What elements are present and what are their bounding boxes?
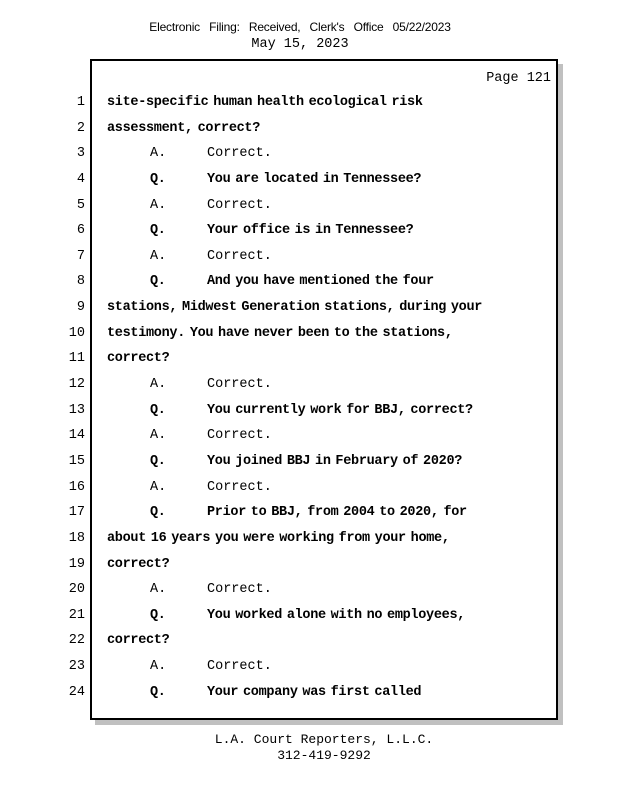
line-text: Q. You joined BBJ in February of 2020? bbox=[107, 449, 462, 475]
line-number: 19 bbox=[68, 556, 85, 572]
line-number: 9 bbox=[76, 300, 85, 316]
transcript-line bbox=[0, 346, 618, 372]
line-text: Q. Your company was first called bbox=[107, 680, 421, 706]
transcript-line bbox=[0, 500, 618, 526]
line-number: 8 bbox=[76, 274, 85, 290]
line-text: A. Correct. bbox=[107, 193, 272, 219]
line-text: correct? bbox=[107, 633, 170, 649]
line-number: 21 bbox=[68, 607, 85, 623]
line-number: 3 bbox=[76, 146, 85, 162]
line-text: about 16 years you were working from your home, bbox=[107, 530, 450, 546]
transcript-line bbox=[0, 680, 618, 706]
line-text: A. Correct. bbox=[107, 372, 272, 398]
line-number: 23 bbox=[68, 659, 85, 675]
line-number: 14 bbox=[68, 428, 85, 444]
transcript-line bbox=[0, 295, 618, 321]
speaker-prefix: Q. bbox=[150, 274, 166, 290]
speaker-prefix: A. bbox=[150, 377, 167, 393]
speaker-prefix: A. bbox=[150, 248, 167, 264]
transcript-line bbox=[0, 628, 618, 654]
transcript-line bbox=[0, 167, 618, 193]
speaker-prefix: Q. bbox=[150, 453, 166, 469]
line-text: A. Correct. bbox=[107, 577, 272, 603]
transcript-line bbox=[0, 577, 618, 603]
transcript-line bbox=[0, 193, 618, 219]
speaker-prefix: A. bbox=[150, 197, 167, 213]
line-number: 13 bbox=[68, 402, 85, 418]
line-text: stations, Midwest Generation stations, during your bbox=[107, 300, 483, 316]
line-number: 24 bbox=[68, 684, 85, 700]
transcript-line bbox=[0, 141, 618, 167]
line-text: A. Correct. bbox=[107, 141, 272, 167]
speaker-prefix: Q. bbox=[150, 607, 166, 623]
line-text: Q. Prior to BBJ, from 2004 to 2020, for bbox=[107, 500, 467, 526]
line-text: testimony. You have never been to the stations, bbox=[107, 325, 453, 341]
line-text: A. Correct. bbox=[107, 244, 272, 270]
line-number: 22 bbox=[68, 633, 85, 649]
line-number: 7 bbox=[76, 248, 85, 264]
electronic-filing-header bbox=[0, 20, 600, 52]
transcript-line bbox=[0, 90, 618, 116]
speaker-prefix: A. bbox=[150, 582, 167, 598]
page-number-label: Page 121 bbox=[486, 71, 551, 86]
line-text: Q. And you have mentioned the four bbox=[107, 269, 434, 295]
line-text: Q. You worked alone with no employees, bbox=[107, 603, 465, 629]
court-reporter-footer bbox=[90, 732, 558, 763]
speaker-prefix: Q. bbox=[150, 223, 166, 239]
transcript-line bbox=[0, 654, 618, 680]
line-text: correct? bbox=[107, 556, 170, 572]
speaker-prefix: Q. bbox=[150, 171, 166, 187]
speaker-prefix: Q. bbox=[150, 505, 166, 521]
court-reporter-name: L.A. Court Reporters, L.L.C. bbox=[214, 732, 434, 747]
speaker-prefix: Q. bbox=[150, 402, 166, 418]
line-number: 20 bbox=[68, 582, 85, 598]
transcript-line bbox=[0, 218, 618, 244]
line-text: A. Correct. bbox=[107, 423, 272, 449]
line-number: 15 bbox=[68, 453, 85, 469]
speaker-prefix: Q. bbox=[150, 684, 166, 700]
line-number: 4 bbox=[76, 171, 85, 187]
line-text: correct? bbox=[107, 351, 170, 367]
line-number: 5 bbox=[76, 197, 85, 213]
transcript-line bbox=[0, 449, 618, 475]
line-text: Q. You currently work for BBJ, correct? bbox=[107, 398, 473, 424]
line-number: 17 bbox=[68, 505, 85, 521]
transcript-line bbox=[0, 244, 618, 270]
line-number: 2 bbox=[76, 120, 85, 136]
speaker-prefix: A. bbox=[150, 659, 167, 675]
line-text: A. Correct. bbox=[107, 654, 272, 680]
line-number: 16 bbox=[68, 479, 85, 495]
transcript-line bbox=[0, 423, 618, 449]
line-text: Q. You are located in Tennessee? bbox=[107, 167, 421, 193]
line-number: 18 bbox=[68, 530, 85, 546]
transcript-body bbox=[0, 90, 618, 705]
line-number: 1 bbox=[76, 95, 85, 110]
transcript-line bbox=[0, 269, 618, 295]
line-number: 6 bbox=[76, 223, 85, 239]
filing-stamp-line: Electronic Filing: Received, Clerk's Office 05/22/2023 bbox=[149, 20, 451, 34]
line-text: A. Correct. bbox=[107, 475, 272, 501]
line-number: 12 bbox=[68, 377, 85, 393]
line-text: Q. Your office is in Tennessee? bbox=[107, 218, 413, 244]
transcript-line bbox=[0, 552, 618, 578]
transcript-line bbox=[0, 116, 618, 142]
transcript-line bbox=[0, 321, 618, 347]
line-number: 11 bbox=[68, 351, 85, 367]
speaker-prefix: A. bbox=[150, 428, 167, 444]
line-text: site-specific human health ecological risk bbox=[107, 95, 423, 110]
transcript-line bbox=[0, 398, 618, 424]
line-number: 10 bbox=[68, 325, 85, 341]
deposition-date: May 15, 2023 bbox=[251, 37, 349, 52]
court-reporter-phone: 312-419-9292 bbox=[277, 748, 371, 763]
speaker-prefix: A. bbox=[150, 146, 167, 162]
transcript-line bbox=[0, 603, 618, 629]
transcript-line bbox=[0, 526, 618, 552]
transcript-line bbox=[0, 475, 618, 501]
transcript-line bbox=[0, 372, 618, 398]
line-text: assessment, correct? bbox=[107, 120, 261, 136]
speaker-prefix: A. bbox=[150, 479, 167, 495]
